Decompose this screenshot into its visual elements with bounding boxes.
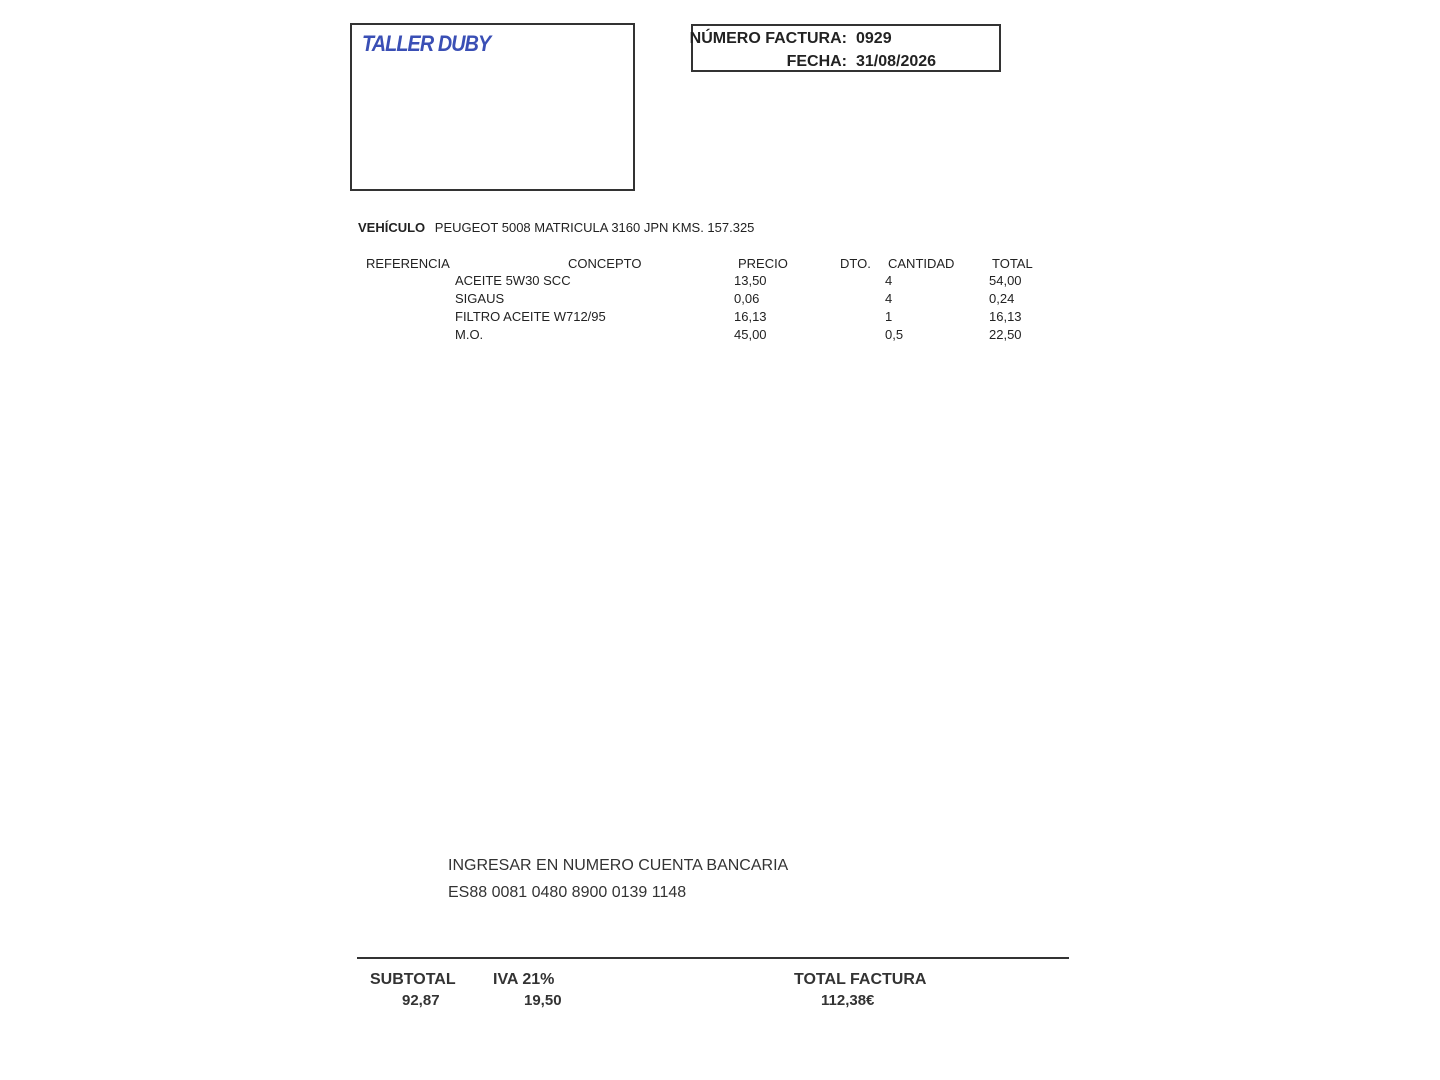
company-box: [350, 23, 635, 191]
vehicle-line: [358, 220, 754, 235]
header-concepto: CONCEPTO: [568, 256, 642, 271]
invoice-date-value: 31/08/2026: [856, 53, 937, 70]
row-concepto: SIGAUS: [455, 291, 505, 306]
header-cantidad: CANTIDAD: [888, 256, 955, 271]
bank-account-number: ES88 0081 0480 8900 0139 1148: [448, 884, 687, 901]
payment-instruction: INGRESAR EN NUMERO CUENTA BANCARIA: [448, 857, 789, 874]
invoice-date-row: [693, 53, 999, 75]
row-total: 16,13: [989, 309, 1022, 324]
invoice-info-box: [691, 24, 1001, 72]
row-concepto: M.O.: [455, 327, 484, 342]
row-cantidad: 4: [885, 291, 893, 306]
vehicle-description: PEUGEOT 5008 MATRICULA 3160 JPN KMS. 157.325: [434, 220, 755, 235]
invoice-number-label: NÚMERO FACTURA:: [689, 30, 847, 47]
header-dto: DTO.: [840, 256, 871, 271]
row-cantidad: 1: [885, 309, 893, 324]
row-total: 54,00: [989, 273, 1022, 288]
invoice-number-row: [689, 30, 999, 52]
row-total: 22,50: [989, 327, 1022, 342]
row-concepto: ACEITE 5W30 SCC: [455, 273, 571, 288]
row-precio: 0,06: [734, 291, 760, 306]
iva-value: 19,50: [524, 992, 562, 1009]
row-precio: 13,50: [734, 273, 767, 288]
subtotal-label: SUBTOTAL: [370, 971, 456, 988]
total-factura-value: 112,38€: [821, 992, 875, 1009]
invoice-number-value: 0929: [856, 30, 892, 47]
invoice-date-label: FECHA:: [786, 53, 847, 70]
total-factura-label: TOTAL FACTURA: [794, 971, 927, 988]
subtotal-value: 92,87: [402, 992, 440, 1009]
header-precio: PRECIO: [738, 256, 788, 271]
vehicle-label: VEHÍCULO: [358, 220, 426, 235]
header-total: TOTAL: [992, 256, 1033, 271]
row-cantidad: 0,5: [885, 327, 904, 342]
row-precio: 45,00: [734, 327, 767, 342]
company-logo: TALLER DUBY: [362, 31, 491, 56]
row-cantidad: 4: [885, 273, 893, 288]
totals-divider: [357, 957, 1069, 959]
row-precio: 16,13: [734, 309, 767, 324]
iva-label: IVA 21%: [493, 971, 555, 988]
row-concepto: FILTRO ACEITE W712/95: [455, 309, 606, 324]
header-referencia: REFERENCIA: [366, 256, 450, 271]
row-total: 0,24: [989, 291, 1015, 306]
